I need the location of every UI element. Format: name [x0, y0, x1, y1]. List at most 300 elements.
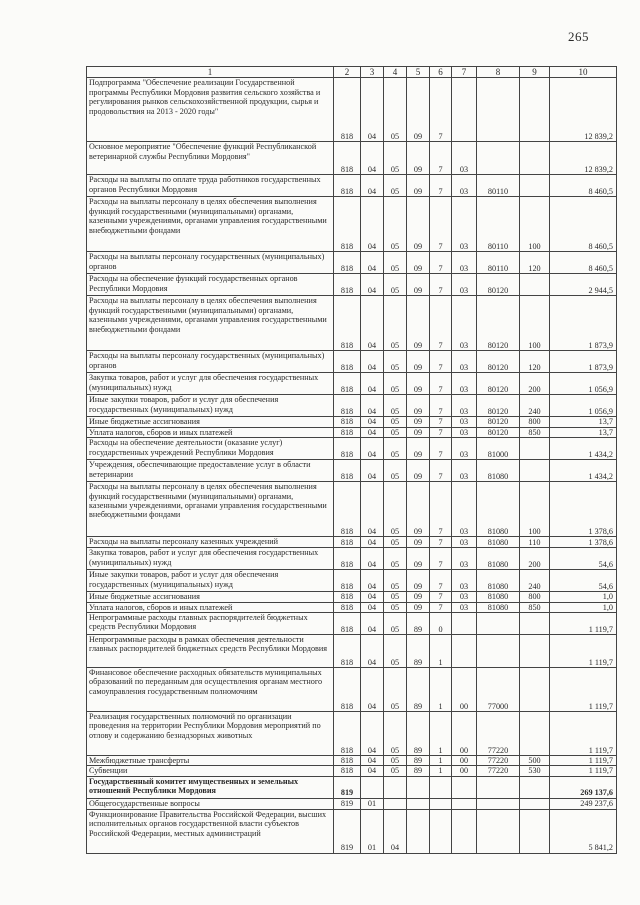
code-cell-c4: 05 [384, 766, 407, 776]
code-cell-c3: 04 [361, 373, 384, 395]
code-cell-c5: 89 [407, 712, 430, 756]
amount-cell: 1 434,2 [550, 460, 617, 482]
code-cell-c9 [520, 776, 550, 798]
table-row [87, 142, 617, 175]
code-cell-c3: 04 [361, 395, 384, 417]
code-cell-c3: 04 [361, 548, 384, 570]
code-cell-c4: 05 [384, 142, 407, 175]
row-name-cell: Реализация государственных полномочий по организации проведения на территории Республики Мордовия мероприятий по отлову и содержанию безнадзорных животных [87, 712, 334, 756]
code-cell-c7: 03 [452, 602, 477, 612]
code-cell-c8: 81080 [477, 592, 520, 602]
amount-cell: 12 839,2 [550, 142, 617, 175]
code-cell-c3: 04 [361, 417, 384, 427]
table-row [87, 78, 617, 142]
code-cell-c8 [477, 613, 520, 635]
row-name-cell: Основное мероприятие "Обеспечение функций Республиканской ветеринарной службы Республики Мордовия" [87, 142, 334, 175]
code-cell-c6: 7 [430, 252, 452, 274]
code-cell-c4: 05 [384, 570, 407, 592]
code-cell-c3: 04 [361, 296, 384, 351]
code-cell-c4: 05 [384, 197, 407, 252]
code-cell-c6 [430, 776, 452, 798]
code-cell-c6: 7 [430, 570, 452, 592]
code-cell-c7: 03 [452, 482, 477, 537]
code-cell-c2: 818 [334, 613, 361, 635]
row-name-cell: Государственный комитет имущественных и земельных отношений Республики Мордовия [87, 776, 334, 798]
code-cell-c5: 09 [407, 197, 430, 252]
code-cell-c8 [477, 635, 520, 668]
code-cell-c4: 05 [384, 756, 407, 766]
amount-cell: 54,6 [550, 570, 617, 592]
amount-cell: 1 378,6 [550, 537, 617, 548]
code-cell-c8: 81080 [477, 602, 520, 612]
code-cell-c3: 04 [361, 712, 384, 756]
code-cell-c9 [520, 809, 550, 853]
code-cell-c2: 818 [334, 668, 361, 712]
code-cell-c3: 04 [361, 175, 384, 197]
header-cell: 8 [477, 67, 520, 78]
code-cell-c8 [477, 776, 520, 798]
table-row [87, 766, 617, 776]
code-cell-c5: 09 [407, 373, 430, 395]
table-row [87, 592, 617, 602]
code-cell-c3: 04 [361, 78, 384, 142]
code-cell-c5 [407, 776, 430, 798]
code-cell-c9: 240 [520, 395, 550, 417]
code-cell-c2: 818 [334, 373, 361, 395]
table-row [87, 197, 617, 252]
code-cell-c2: 819 [334, 809, 361, 853]
row-name-cell: Финансовое обеспечение расходных обязательств муниципальных образований по переданным для осуществления органам местного самоуправления государственным полномочиям [87, 668, 334, 712]
code-cell-c7: 03 [452, 395, 477, 417]
code-cell-c6: 7 [430, 274, 452, 296]
code-cell-c5: 09 [407, 548, 430, 570]
code-cell-c9: 800 [520, 592, 550, 602]
code-cell-c9: 110 [520, 537, 550, 548]
code-cell-c4: 05 [384, 635, 407, 668]
code-cell-c8 [477, 142, 520, 175]
code-cell-c5: 89 [407, 668, 430, 712]
code-cell-c4: 05 [384, 613, 407, 635]
code-cell-c8: 80110 [477, 197, 520, 252]
table-header-row [87, 67, 617, 78]
code-cell-c8: 81000 [477, 438, 520, 460]
code-cell-c3: 04 [361, 537, 384, 548]
header-cell: 4 [384, 67, 407, 78]
code-cell-c2: 819 [334, 798, 361, 809]
amount-cell: 8 460,5 [550, 175, 617, 197]
code-cell-c6: 7 [430, 373, 452, 395]
code-cell-c5: 09 [407, 296, 430, 351]
table-row [87, 668, 617, 712]
amount-cell: 1 119,7 [550, 712, 617, 756]
row-name-cell: Расходы на выплаты персоналу государственных (муниципальных) органов [87, 252, 334, 274]
code-cell-c6: 1 [430, 668, 452, 712]
code-cell-c7: 03 [452, 460, 477, 482]
code-cell-c2: 818 [334, 296, 361, 351]
code-cell-c4: 05 [384, 482, 407, 537]
code-cell-c8: 80120 [477, 417, 520, 427]
row-name-cell: Иные бюджетные ассигнования [87, 592, 334, 602]
code-cell-c2: 818 [334, 635, 361, 668]
code-cell-c3: 01 [361, 809, 384, 853]
code-cell-c7: 03 [452, 197, 477, 252]
code-cell-c5: 89 [407, 613, 430, 635]
amount-cell: 1 119,7 [550, 668, 617, 712]
header-cell: 10 [550, 67, 617, 78]
code-cell-c5: 09 [407, 482, 430, 537]
row-name-cell: Иные закупки товаров, работ и услуг для обеспечения государственных (муниципальных) нужд [87, 395, 334, 417]
code-cell-c4: 05 [384, 274, 407, 296]
code-cell-c5: 09 [407, 395, 430, 417]
amount-cell: 1 378,6 [550, 482, 617, 537]
code-cell-c2: 818 [334, 197, 361, 252]
code-cell-c7: 03 [452, 570, 477, 592]
row-name-cell: Межбюджетные трансферты [87, 756, 334, 766]
code-cell-c4: 05 [384, 548, 407, 570]
code-cell-c2: 819 [334, 776, 361, 798]
code-cell-c5: 09 [407, 570, 430, 592]
amount-cell: 1 119,7 [550, 756, 617, 766]
table-row [87, 548, 617, 570]
code-cell-c5: 89 [407, 756, 430, 766]
table-row [87, 602, 617, 612]
header-cell: 2 [334, 67, 361, 78]
code-cell-c7: 00 [452, 712, 477, 756]
code-cell-c4: 05 [384, 712, 407, 756]
code-cell-c3: 04 [361, 668, 384, 712]
code-cell-c6: 7 [430, 548, 452, 570]
code-cell-c2: 818 [334, 78, 361, 142]
code-cell-c9: 850 [520, 602, 550, 612]
code-cell-c6: 7 [430, 592, 452, 602]
code-cell-c8: 80120 [477, 373, 520, 395]
code-cell-c2: 818 [334, 570, 361, 592]
table-row [87, 798, 617, 809]
code-cell-c5: 89 [407, 635, 430, 668]
table-row [87, 438, 617, 460]
code-cell-c7 [452, 613, 477, 635]
code-cell-c4: 05 [384, 537, 407, 548]
code-cell-c5 [407, 798, 430, 809]
header-cell: 5 [407, 67, 430, 78]
code-cell-c3: 01 [361, 798, 384, 809]
table-row [87, 635, 617, 668]
table-row [87, 482, 617, 537]
code-cell-c6: 7 [430, 395, 452, 417]
code-cell-c8 [477, 78, 520, 142]
code-cell-c4: 05 [384, 668, 407, 712]
code-cell-c3: 04 [361, 613, 384, 635]
table-row [87, 756, 617, 766]
code-cell-c8: 80120 [477, 395, 520, 417]
table-row [87, 373, 617, 395]
code-cell-c9 [520, 613, 550, 635]
amount-cell: 1 119,7 [550, 635, 617, 668]
code-cell-c3: 04 [361, 427, 384, 437]
code-cell-c9 [520, 798, 550, 809]
row-name-cell: Расходы на выплаты по оплате труда работников государственных органов Республики Мордовия [87, 175, 334, 197]
amount-cell: 269 137,6 [550, 776, 617, 798]
amount-cell: 13,7 [550, 427, 617, 437]
code-cell-c8: 77220 [477, 712, 520, 756]
budget-table [86, 66, 617, 854]
row-name-cell: Закупка товаров, работ и услуг для обеспечения государственных (муниципальных) нужд [87, 548, 334, 570]
code-cell-c8: 81080 [477, 482, 520, 537]
table-row [87, 417, 617, 427]
code-cell-c7 [452, 78, 477, 142]
code-cell-c9: 850 [520, 427, 550, 437]
code-cell-c9: 200 [520, 548, 550, 570]
code-cell-c3: 04 [361, 197, 384, 252]
row-name-cell: Иные закупки товаров, работ и услуг для обеспечения государственных (муниципальных) нужд [87, 570, 334, 592]
code-cell-c3: 04 [361, 351, 384, 373]
row-name-cell: Расходы на обеспечение деятельности (оказание услуг) государственных учреждений Республики Мордовия [87, 438, 334, 460]
table-row [87, 776, 617, 798]
amount-cell: 1,0 [550, 592, 617, 602]
code-cell-c7 [452, 798, 477, 809]
code-cell-c6: 7 [430, 438, 452, 460]
amount-cell: 8 460,5 [550, 252, 617, 274]
amount-cell: 8 460,5 [550, 197, 617, 252]
code-cell-c8: 80120 [477, 296, 520, 351]
header-cell: 1 [87, 67, 334, 78]
code-cell-c4: 04 [384, 809, 407, 853]
code-cell-c8: 80120 [477, 274, 520, 296]
code-cell-c7: 03 [452, 274, 477, 296]
code-cell-c6: 7 [430, 296, 452, 351]
code-cell-c4: 05 [384, 252, 407, 274]
amount-cell: 1 873,9 [550, 296, 617, 351]
code-cell-c8: 81080 [477, 537, 520, 548]
amount-cell: 5 841,2 [550, 809, 617, 853]
row-name-cell: Закупка товаров, работ и услуг для обеспечения государственных (муниципальных) нужд [87, 373, 334, 395]
code-cell-c4: 05 [384, 417, 407, 427]
code-cell-c2: 818 [334, 175, 361, 197]
code-cell-c5: 09 [407, 427, 430, 437]
header-cell: 6 [430, 67, 452, 78]
code-cell-c8: 81080 [477, 570, 520, 592]
code-cell-c3: 04 [361, 766, 384, 776]
amount-cell: 249 237,6 [550, 798, 617, 809]
code-cell-c8: 77000 [477, 668, 520, 712]
code-cell-c7: 03 [452, 592, 477, 602]
table-row [87, 712, 617, 756]
code-cell-c2: 818 [334, 252, 361, 274]
row-name-cell: Уплата налогов, сборов и иных платежей [87, 602, 334, 612]
code-cell-c9 [520, 438, 550, 460]
code-cell-c3: 04 [361, 438, 384, 460]
amount-cell: 54,6 [550, 548, 617, 570]
code-cell-c5: 09 [407, 537, 430, 548]
code-cell-c9 [520, 175, 550, 197]
header-cell: 9 [520, 67, 550, 78]
code-cell-c4: 05 [384, 296, 407, 351]
code-cell-c8: 80110 [477, 175, 520, 197]
row-name-cell: Расходы на выплаты персоналу в целях обеспечения выполнения функций государственными (муниципальными) органами, казенными учреждениями, органами управления государственными внебюджетными фондами [87, 296, 334, 351]
code-cell-c8: 81080 [477, 548, 520, 570]
code-cell-c7: 03 [452, 296, 477, 351]
code-cell-c3: 04 [361, 592, 384, 602]
amount-cell: 1 056,9 [550, 395, 617, 417]
code-cell-c8 [477, 798, 520, 809]
code-cell-c8: 80110 [477, 252, 520, 274]
table-row [87, 570, 617, 592]
row-name-cell: Общегосударственные вопросы [87, 798, 334, 809]
code-cell-c6: 1 [430, 756, 452, 766]
code-cell-c7: 03 [452, 548, 477, 570]
amount-cell: 1 056,9 [550, 373, 617, 395]
code-cell-c8: 80120 [477, 351, 520, 373]
code-cell-c7: 00 [452, 756, 477, 766]
code-cell-c2: 818 [334, 274, 361, 296]
code-cell-c4: 05 [384, 175, 407, 197]
code-cell-c2: 818 [334, 438, 361, 460]
code-cell-c4: 05 [384, 438, 407, 460]
code-cell-c4: 05 [384, 602, 407, 612]
code-cell-c4: 05 [384, 395, 407, 417]
row-name-cell: Подпрограмма "Обеспечение реализации Государственной программы Республики Мордовия развития сельского хозяйства и регулирования рынков сельскохозяйственной продукции, сырья и продовольствия на 2013 - 2020 годы" [87, 78, 334, 142]
code-cell-c6 [430, 809, 452, 853]
code-cell-c2: 818 [334, 351, 361, 373]
row-name-cell: Непрограммные расходы главных распорядителей бюджетных средств Республики Мордовия [87, 613, 334, 635]
code-cell-c4: 05 [384, 373, 407, 395]
code-cell-c2: 818 [334, 142, 361, 175]
code-cell-c5: 09 [407, 438, 430, 460]
code-cell-c4: 05 [384, 351, 407, 373]
code-cell-c4: 05 [384, 592, 407, 602]
row-name-cell: Расходы на выплаты персоналу в целях обеспечения выполнения функций государственными (муниципальными) органами, казенными учреждениями, органами управления государственными внебюджетными фондами [87, 197, 334, 252]
code-cell-c5: 09 [407, 175, 430, 197]
code-cell-c2: 818 [334, 482, 361, 537]
code-cell-c3: 04 [361, 635, 384, 668]
code-cell-c6: 1 [430, 712, 452, 756]
code-cell-c9: 100 [520, 296, 550, 351]
code-cell-c7: 00 [452, 668, 477, 712]
table-row [87, 395, 617, 417]
row-name-cell: Расходы на обеспечение функций государственных органов Республики Мордовия [87, 274, 334, 296]
code-cell-c7: 03 [452, 438, 477, 460]
row-name-cell: Функционирование Правительства Российской Федерации, высших исполнительных органов государственной власти субъектов Российской Федерации, местных администраций [87, 809, 334, 853]
code-cell-c7: 03 [452, 351, 477, 373]
code-cell-c8: 77220 [477, 766, 520, 776]
code-cell-c7: 03 [452, 427, 477, 437]
code-cell-c5: 09 [407, 142, 430, 175]
code-cell-c5: 09 [407, 274, 430, 296]
code-cell-c3: 04 [361, 274, 384, 296]
amount-cell: 2 944,5 [550, 274, 617, 296]
amount-cell: 1 119,7 [550, 613, 617, 635]
code-cell-c4: 05 [384, 427, 407, 437]
table-row [87, 809, 617, 853]
code-cell-c5: 09 [407, 78, 430, 142]
code-cell-c5: 89 [407, 766, 430, 776]
code-cell-c9 [520, 712, 550, 756]
code-cell-c3: 04 [361, 252, 384, 274]
code-cell-c6: 1 [430, 766, 452, 776]
code-cell-c7 [452, 809, 477, 853]
row-name-cell: Субвенции [87, 766, 334, 776]
row-name-cell: Расходы на выплаты персоналу государственных (муниципальных) органов [87, 351, 334, 373]
row-name-cell: Учреждения, обеспечивающие предоставление услуг в области ветеринарии [87, 460, 334, 482]
code-cell-c9 [520, 668, 550, 712]
table-row [87, 296, 617, 351]
code-cell-c6: 7 [430, 537, 452, 548]
code-cell-c4: 05 [384, 460, 407, 482]
code-cell-c6: 7 [430, 78, 452, 142]
code-cell-c2: 818 [334, 756, 361, 766]
code-cell-c9: 120 [520, 351, 550, 373]
amount-cell: 12 839,2 [550, 78, 617, 142]
amount-cell: 1 434,2 [550, 438, 617, 460]
code-cell-c5: 09 [407, 602, 430, 612]
amount-cell: 1 119,7 [550, 766, 617, 776]
row-name-cell: Иные бюджетные ассигнования [87, 417, 334, 427]
code-cell-c9: 500 [520, 756, 550, 766]
code-cell-c9: 200 [520, 373, 550, 395]
code-cell-c6: 7 [430, 142, 452, 175]
code-cell-c9: 240 [520, 570, 550, 592]
header-cell: 3 [361, 67, 384, 78]
code-cell-c5 [407, 809, 430, 853]
row-name-cell: Расходы на выплаты персоналу казенных учреждений [87, 537, 334, 548]
code-cell-c5: 09 [407, 592, 430, 602]
code-cell-c2: 818 [334, 602, 361, 612]
table-row [87, 427, 617, 437]
code-cell-c7: 03 [452, 142, 477, 175]
code-cell-c4: 05 [384, 78, 407, 142]
code-cell-c2: 818 [334, 395, 361, 417]
table-row [87, 175, 617, 197]
code-cell-c3: 04 [361, 570, 384, 592]
table-row [87, 351, 617, 373]
header-cell: 7 [452, 67, 477, 78]
code-cell-c2: 818 [334, 417, 361, 427]
code-cell-c2: 818 [334, 460, 361, 482]
table-row [87, 252, 617, 274]
code-cell-c9: 100 [520, 197, 550, 252]
code-cell-c9 [520, 142, 550, 175]
code-cell-c9 [520, 460, 550, 482]
code-cell-c2: 818 [334, 766, 361, 776]
code-cell-c8 [477, 809, 520, 853]
row-name-cell: Расходы на выплаты персоналу в целях обеспечения выполнения функций государственными (муниципальными) органами, казенными учреждениями, органами управления государственными внебюджетными фондами [87, 482, 334, 537]
code-cell-c8: 81080 [477, 460, 520, 482]
amount-cell: 1,0 [550, 602, 617, 612]
amount-cell: 1 873,9 [550, 351, 617, 373]
code-cell-c6: 7 [430, 460, 452, 482]
code-cell-c6: 0 [430, 613, 452, 635]
code-cell-c5: 09 [407, 417, 430, 427]
code-cell-c5: 09 [407, 351, 430, 373]
code-cell-c2: 818 [334, 592, 361, 602]
code-cell-c9: 530 [520, 766, 550, 776]
row-name-cell: Уплата налогов, сборов и иных платежей [87, 427, 334, 437]
code-cell-c9: 120 [520, 252, 550, 274]
code-cell-c3 [361, 776, 384, 798]
code-cell-c9: 100 [520, 482, 550, 537]
row-name-cell: Непрограммные расходы в рамках обеспечения деятельности главных распорядителей бюджетных средств Республики Мордовия [87, 635, 334, 668]
code-cell-c7: 03 [452, 175, 477, 197]
table-row [87, 460, 617, 482]
code-cell-c3: 04 [361, 602, 384, 612]
code-cell-c2: 818 [334, 427, 361, 437]
code-cell-c3: 04 [361, 460, 384, 482]
code-cell-c3: 04 [361, 142, 384, 175]
code-cell-c4 [384, 798, 407, 809]
code-cell-c6: 7 [430, 175, 452, 197]
code-cell-c6: 1 [430, 635, 452, 668]
code-cell-c7 [452, 635, 477, 668]
